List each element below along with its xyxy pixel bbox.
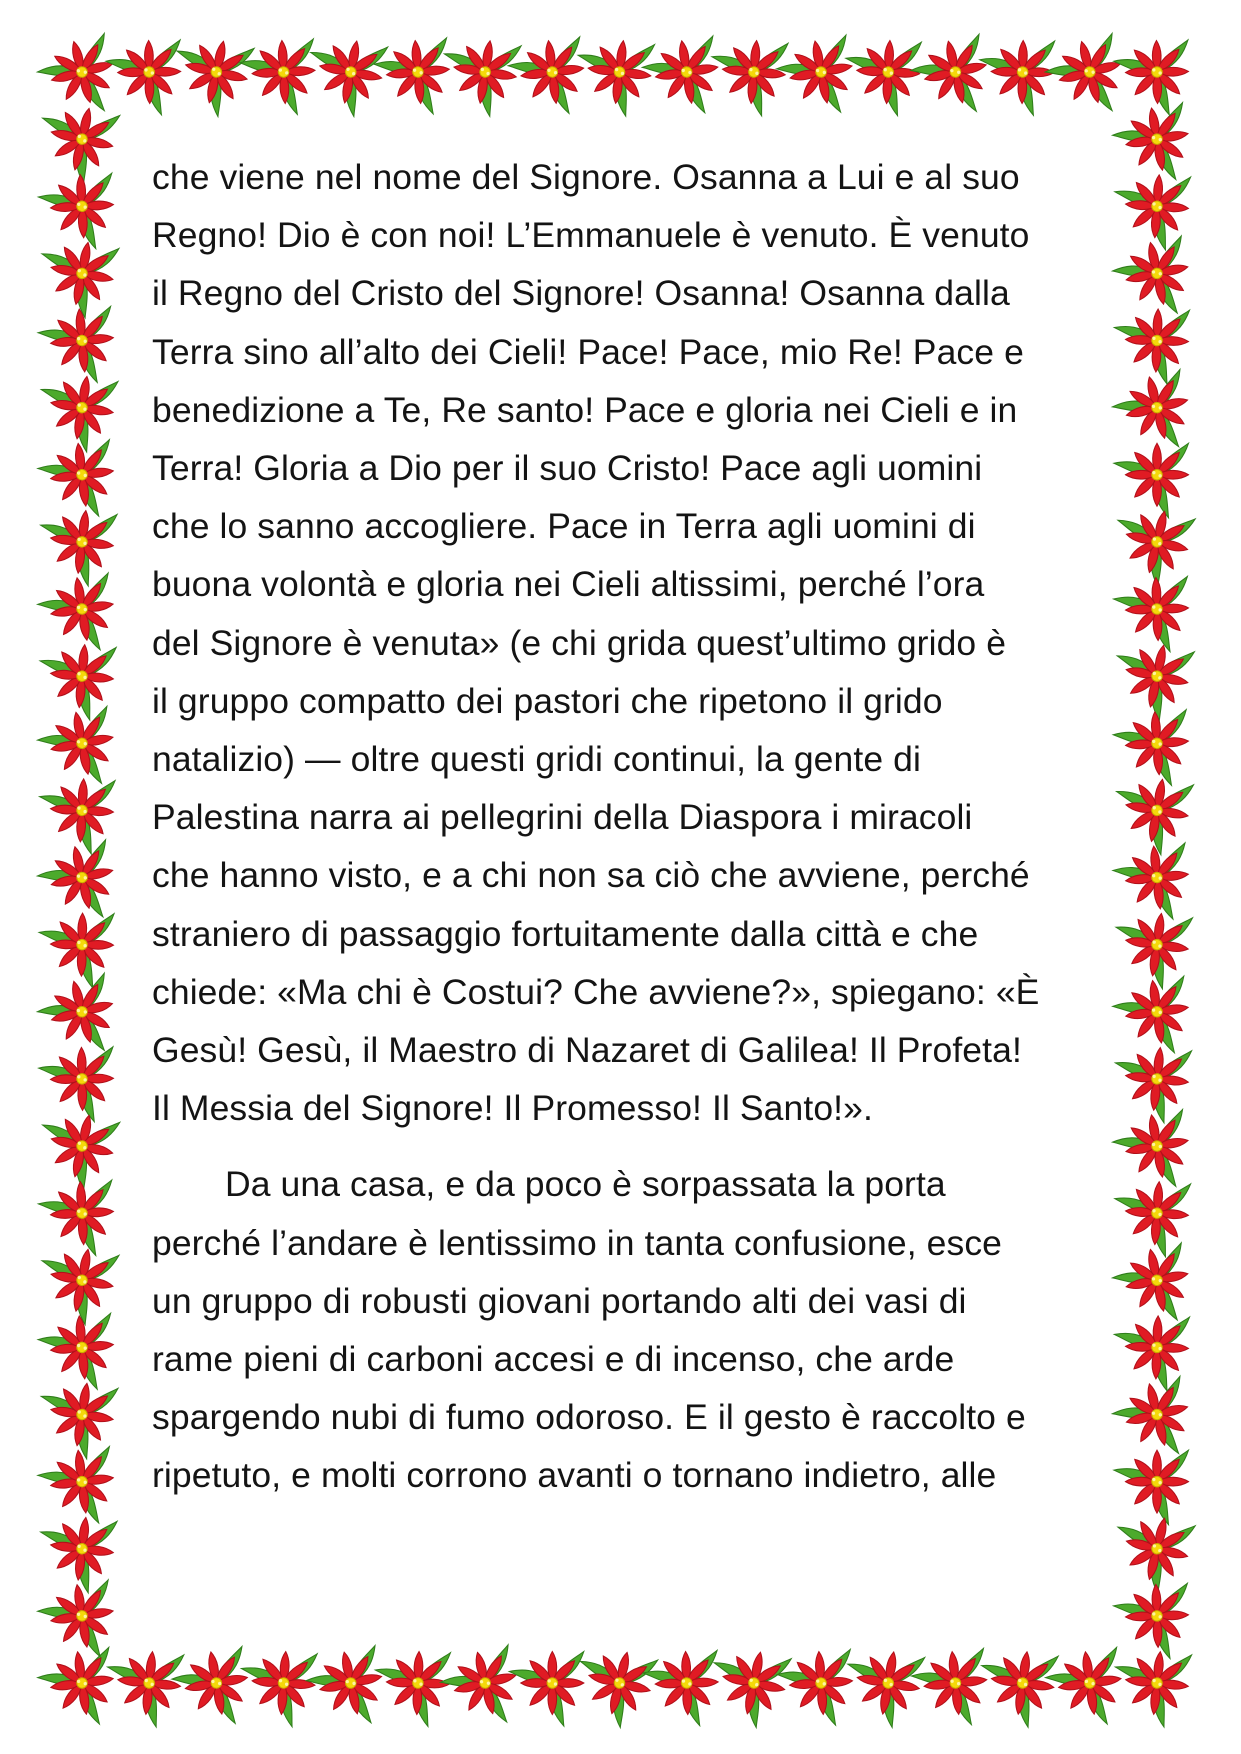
poinsettia-flower-icon <box>30 1106 119 1195</box>
poinsettia-flower-icon <box>1114 1450 1189 1525</box>
poinsettia-flower-icon <box>979 40 1055 116</box>
poinsettia-flower-icon <box>37 173 115 251</box>
poinsettia-flower-icon <box>32 33 123 124</box>
poinsettia-flower-icon <box>1113 576 1190 653</box>
poinsettia-flower-icon <box>1110 976 1194 1060</box>
poinsettia-flower-icon <box>1107 772 1193 858</box>
text-line: natalizio) — oltre questi gridi continui, la gente di <box>152 739 921 780</box>
poinsettia-flower-icon <box>703 1643 791 1731</box>
poinsettia-flower-icon <box>1111 843 1193 925</box>
poinsettia-flower-icon <box>1105 501 1195 591</box>
text-line: straniero di passaggio fortuitamente dalla città e che <box>152 913 979 954</box>
paragraph-spacing <box>152 1137 1092 1155</box>
poinsettia-flower-icon <box>35 440 118 523</box>
poinsettia-flower-icon <box>1108 907 1192 991</box>
poinsettia-flower-icon <box>33 1377 118 1462</box>
poinsettia-flower-icon <box>32 1241 119 1328</box>
poinsettia-flower-icon <box>1040 33 1131 124</box>
poinsettia-flower-icon <box>106 40 182 116</box>
paragraph-1 <box>152 148 1092 1137</box>
poinsettia-flower-icon <box>1110 1647 1192 1729</box>
text-line: buona volontà e gloria nei Cieli altissimi, perché l’ora <box>152 564 985 605</box>
poinsettia-flower-icon <box>1106 636 1194 724</box>
poinsettia-flower-icon <box>35 1647 119 1731</box>
poinsettia-flower-icon <box>509 1652 584 1727</box>
poinsettia-flower-icon <box>838 1645 924 1731</box>
poinsettia-flower-icon <box>34 706 121 793</box>
poinsettia-flower-icon <box>33 370 118 455</box>
poinsettia-flower-icon <box>1113 40 1189 116</box>
poinsettia-flower-icon <box>238 1649 318 1729</box>
text-line: ripetuto, e molti corrono avanti o tornano indietro, alle <box>152 1455 997 1496</box>
paragraph-2 <box>152 1155 1092 1504</box>
poinsettia-flower-icon <box>38 1047 114 1123</box>
poinsettia-flower-icon <box>102 1647 184 1729</box>
poinsettia-flower-icon <box>1108 236 1196 324</box>
poinsettia-flower-icon <box>843 38 921 116</box>
text-line: rame pieni di carboni accesi e di incenso, che arde <box>152 1339 955 1380</box>
poinsettia-flower-icon <box>436 34 521 119</box>
text-line: benedizione a Te, Re santo! Pace e gloria nei Cieli e in <box>152 389 1018 430</box>
poinsettia-flower-icon <box>35 573 120 658</box>
poinsettia-flower-icon <box>572 35 655 118</box>
poinsettia-flower-icon <box>30 99 119 188</box>
text-line: che hanno visto, e a chi non sa ciò che avviene, perché <box>152 855 1030 896</box>
poinsettia-flower-icon <box>36 306 117 387</box>
poinsettia-flower-icon <box>35 1447 118 1530</box>
text-line: che viene nel nome del Signore. Osanna a Lui e al suo <box>152 157 1020 197</box>
poinsettia-flower-icon <box>707 37 788 118</box>
text-line: un gruppo di robusti giovani portando alti dei vasi di <box>152 1280 967 1321</box>
text-line: perché l’andare è lentissimo in tanta confusione, esce <box>152 1222 1003 1263</box>
document-body <box>152 148 1092 1505</box>
poinsettia-flower-icon <box>1105 1508 1195 1598</box>
poinsettia-flower-icon <box>1109 103 1195 189</box>
poinsettia-flower-icon <box>32 234 119 321</box>
text-line: chiede: «Ma chi è Costui? Che avviene?», spiegano: «È <box>152 971 1040 1012</box>
poinsettia-flower-icon <box>1113 1583 1190 1660</box>
text-line: Il Messia del Signore! Il Promesso! Il Santo!». <box>152 1088 873 1129</box>
poinsettia-flower-icon <box>1112 710 1192 790</box>
poinsettia-flower-icon <box>1109 1110 1195 1196</box>
poinsettia-flower-icon <box>33 840 122 929</box>
text-line: del Signore è venuta» (e chi grida quest’ultimo grido è <box>152 622 1007 663</box>
poinsettia-flower-icon <box>1114 443 1189 518</box>
poinsettia-flower-icon <box>1108 1243 1196 1331</box>
text-line: Terra! Gloria a Dio per il suo Cristo! Pace agli uomini <box>152 448 983 489</box>
poinsettia-flower-icon <box>436 1645 526 1735</box>
text-line: il Regno del Cristo del Signore! Osanna! Osanna dalla <box>152 273 1010 314</box>
poinsettia-flower-icon <box>36 1313 117 1394</box>
text-line: Terra sino all’alto dei Cieli! Pace! Pace, mio Re! Pace e <box>152 331 1024 372</box>
text-line: Gesù! Gesù, il Maestro di Nazaret di Galilea! Il Profeta! <box>152 1030 1022 1071</box>
text-line: il gruppo compatto dei pastori che ripetono il grido <box>152 680 943 721</box>
poinsettia-flower-icon <box>906 34 995 123</box>
text-line: Regno! Dio è con noi! L’Emmanuele è venuto. È venuto <box>152 215 1030 256</box>
text-line: che lo sanno accogliere. Pace in Terra agli uomini di <box>152 506 976 547</box>
text-line: spargendo nubi di fumo odoroso. E il gesto è raccolto e <box>152 1397 1026 1438</box>
poinsettia-flower-icon <box>37 1180 115 1258</box>
text-line: Da una casa, e da poco è sorpassata la porta <box>225 1164 946 1205</box>
poinsettia-flower-icon <box>373 1650 450 1727</box>
text-line: Palestina narra ai pellegrini della Diaspora i miracoli <box>152 797 973 838</box>
poinsettia-flower-icon <box>974 1646 1058 1730</box>
poinsettia-flower-icon <box>300 33 387 120</box>
